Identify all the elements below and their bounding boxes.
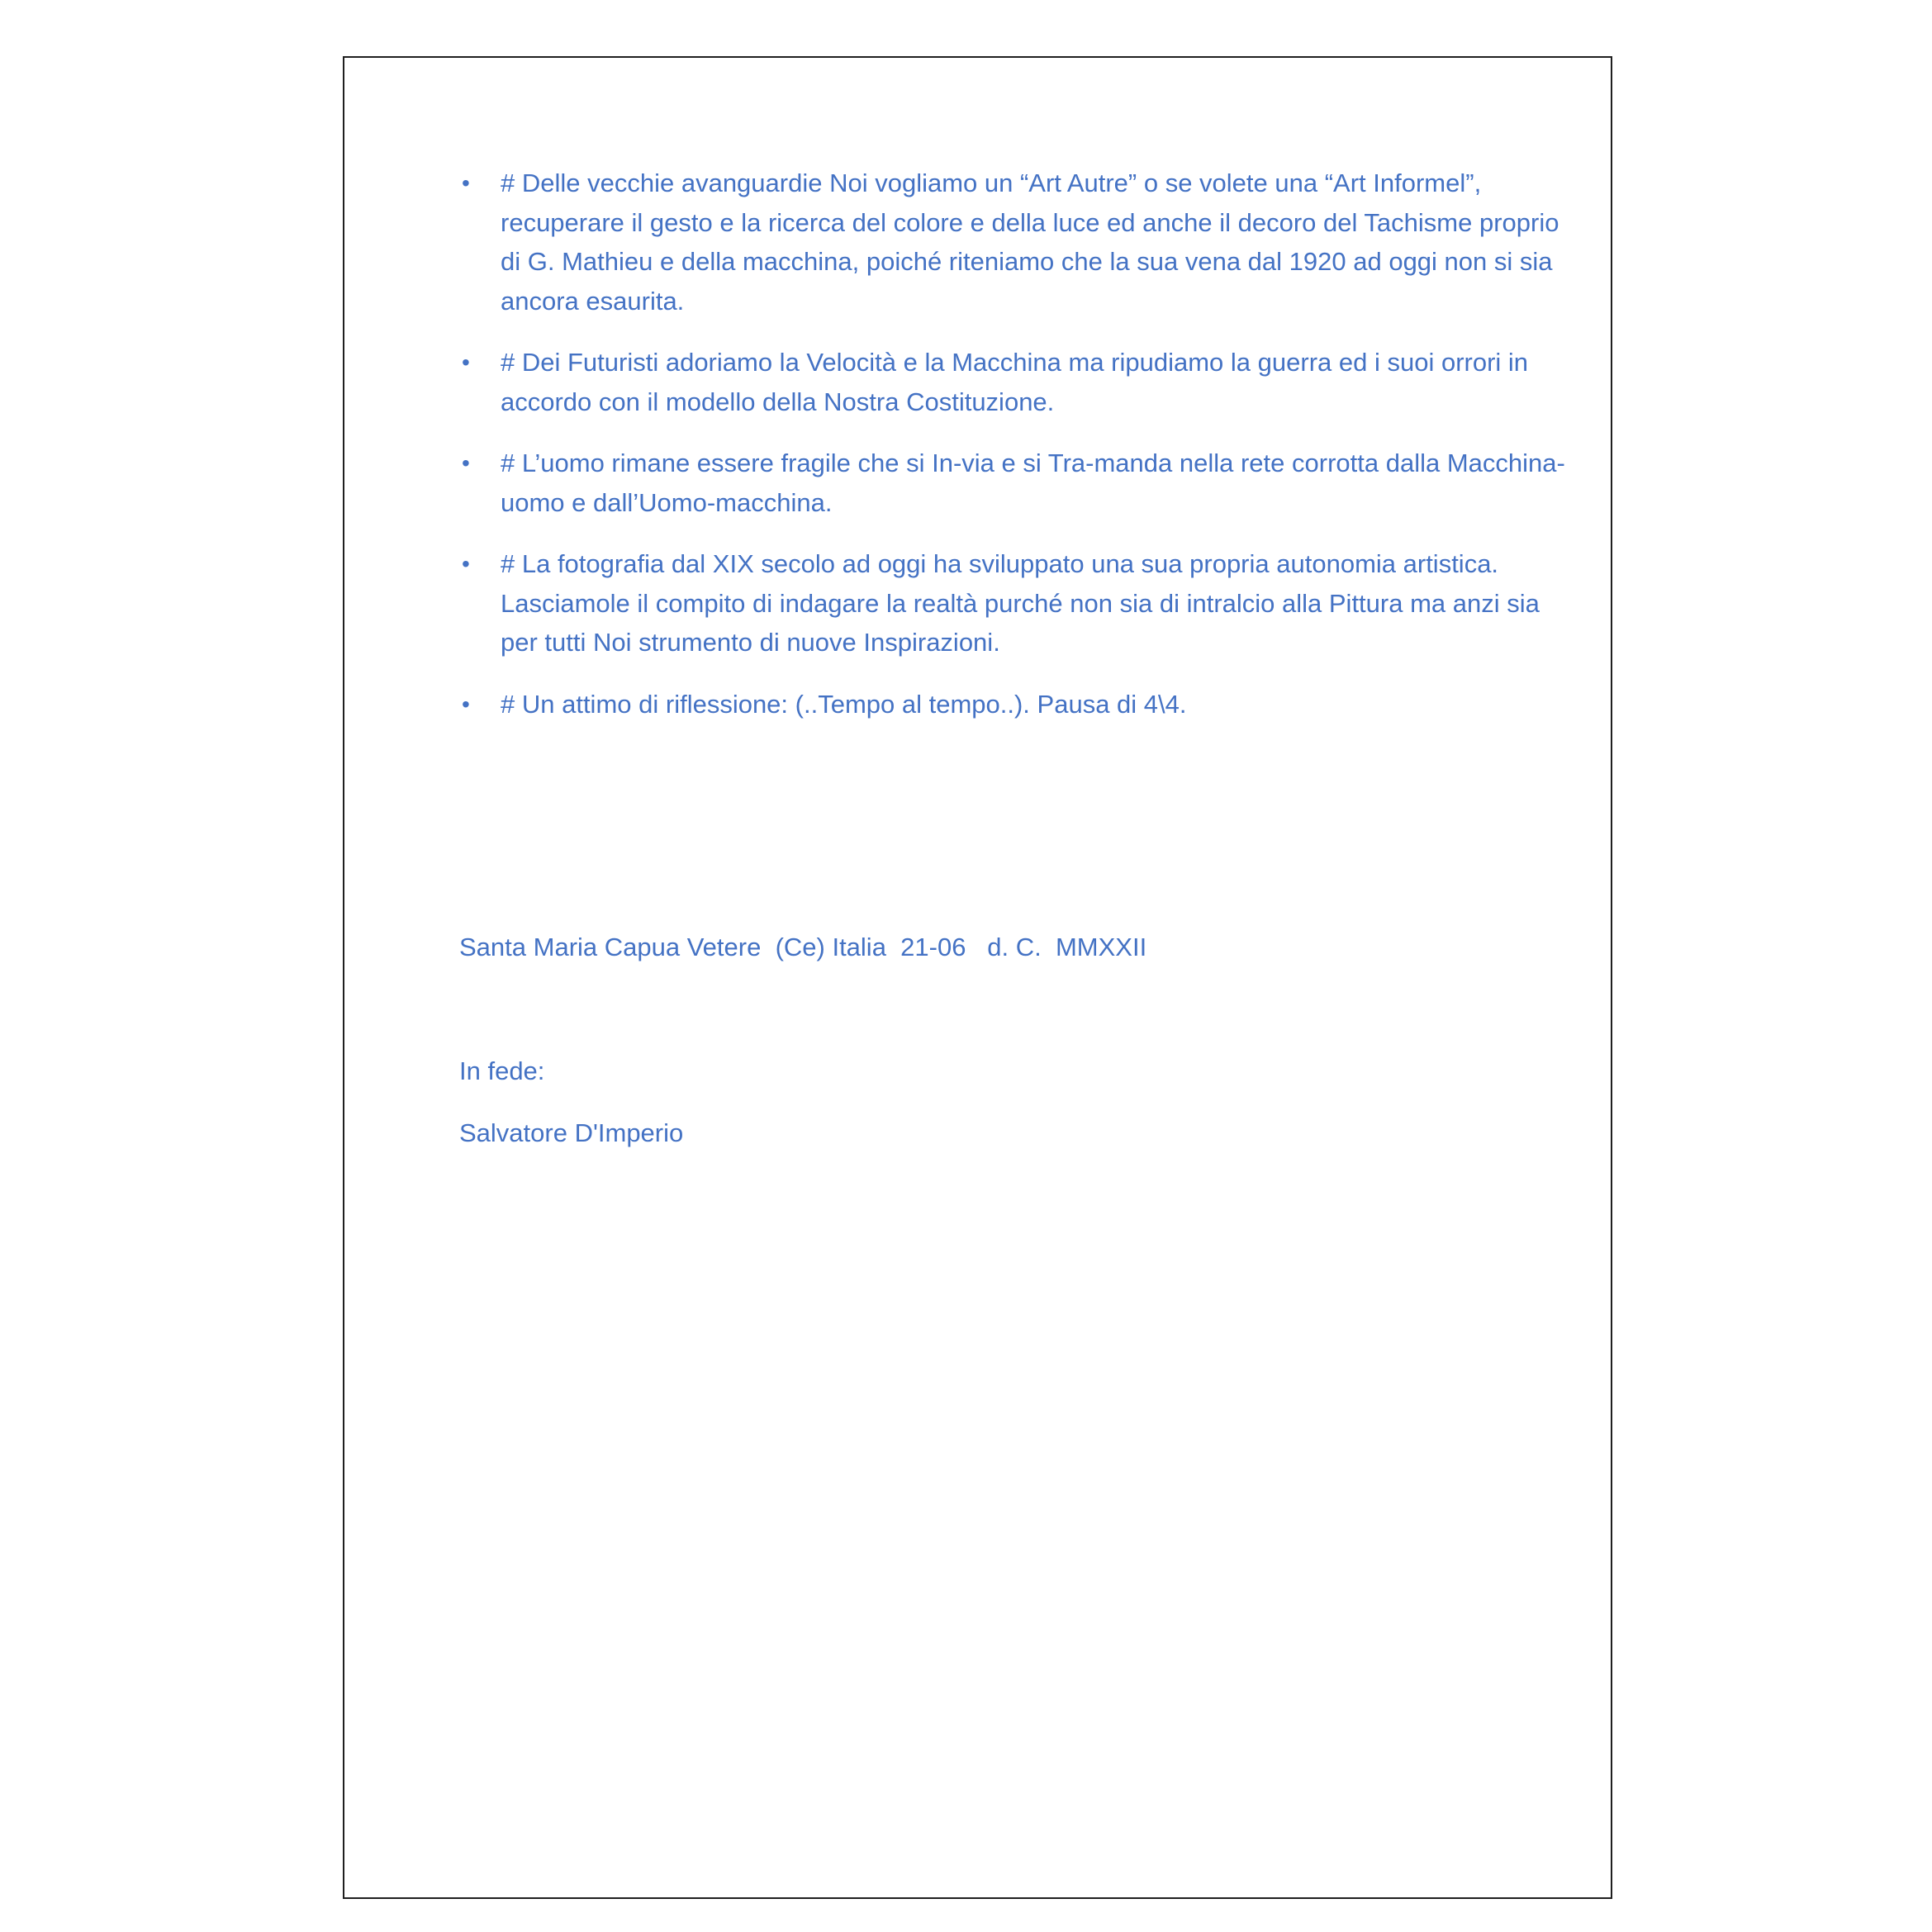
bullet-item	[459, 685, 1566, 724]
document-page	[343, 56, 1612, 1899]
bullet-text: # Un attimo di riflessione: (..Tempo al tempo..). Pausa di 4\4.	[501, 689, 1187, 719]
bullet-item	[459, 444, 1566, 522]
bullet-icon: •	[462, 691, 470, 717]
bullet-item	[459, 164, 1566, 320]
bullet-icon: •	[462, 450, 470, 476]
bullet-item	[459, 343, 1566, 421]
manifesto-content	[459, 164, 1566, 746]
closing-line: In fede:	[459, 1056, 545, 1085]
bullet-item	[459, 544, 1566, 662]
bullet-icon: •	[462, 551, 470, 577]
bullet-text: # L’uomo rimane essere fragile che si In-via e si Tra-manda nella rete corrotta dalla Macchina-uomo e dall’Uomo-macchina.	[501, 449, 1565, 517]
bullet-text: # Delle vecchie avanguardie Noi vogliamo un “Art Autre” o se volete una “Art Informel”, recuperare il gesto e la ricerca del colore e della luce ed anche il decoro del Tachisme proprio di G. Mathieu e della macchina, poiché riteniamo che la sua vena dal 1920 ad oggi non si sia ancora esaurita.	[501, 169, 1559, 316]
bullet-icon: •	[462, 349, 470, 375]
bullet-icon: •	[462, 170, 470, 196]
bullet-text: # La fotografia dal XIX secolo ad oggi ha sviluppato una sua propria autonomia artistica. Lasciamole il compito di indagare la realtà purché non sia di intralcio alla Pittura ma anzi sia per tutti Noi strumento di nuove Inspirazioni.	[501, 549, 1540, 657]
bullet-list	[459, 164, 1566, 724]
signature-name: Salvatore D'Imperio	[459, 1118, 684, 1147]
bullet-text: # Dei Futuristi adoriamo la Velocità e la Macchina ma ripudiamo la guerra ed i suoi orrori in accordo con il modello della Nostra Costituzione.	[501, 348, 1529, 416]
place-date-line: Santa Maria Capua Vetere (Ce) Italia 21-06 d. C. MMXXII	[459, 933, 1147, 961]
